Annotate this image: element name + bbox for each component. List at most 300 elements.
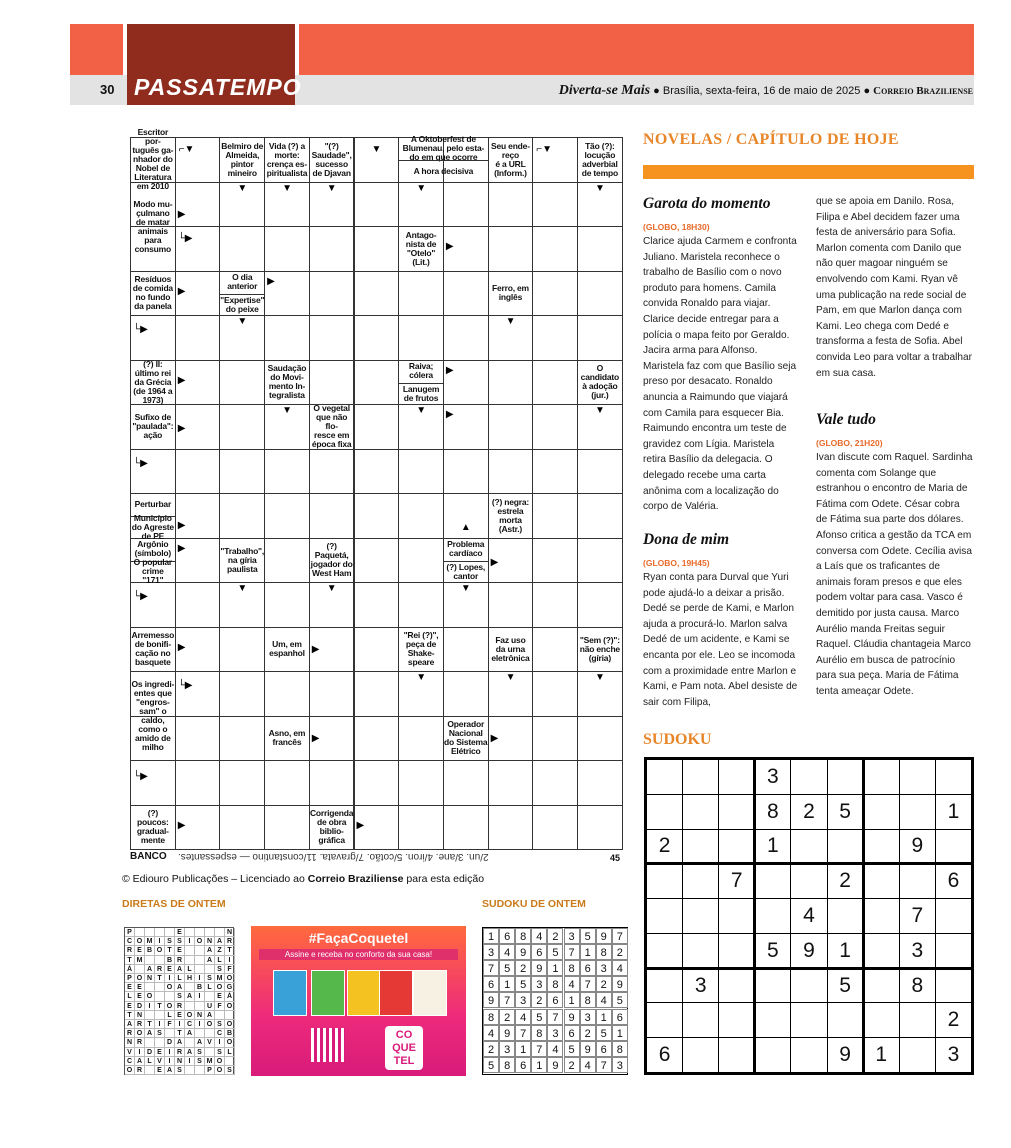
sudoku-cell[interactable]: 2: [646, 829, 683, 865]
diretas-cell: [185, 946, 195, 955]
crossword-cell[interactable]: [398, 805, 444, 851]
sudoku-cell[interactable]: 3: [935, 1037, 972, 1073]
sudoku-cell[interactable]: [899, 759, 936, 795]
supplement-name: Diverta-se Mais: [558, 83, 651, 98]
sudoku-yesterday-cell: 6: [531, 944, 547, 960]
diretas-cell: S: [225, 1066, 235, 1075]
crossword-cell[interactable]: [219, 449, 265, 495]
diretas-cell: A: [175, 965, 185, 974]
clue-line: 1973): [142, 394, 164, 405]
sudoku-cell[interactable]: [682, 759, 719, 795]
crossword-cell[interactable]: [398, 538, 444, 584]
crossword-cell[interactable]: [532, 538, 578, 584]
sudoku-cell[interactable]: 7: [899, 898, 936, 934]
arrow-down-icon: ▼: [595, 182, 605, 194]
diretas-cell: O: [145, 992, 155, 1001]
newspaper-name: Correio Braziliense: [873, 85, 973, 97]
sudoku-cell[interactable]: [899, 1037, 936, 1073]
sudoku-cell[interactable]: 5: [827, 968, 864, 1004]
sudoku-yesterday-cell: 2: [499, 1009, 515, 1025]
crossword-cell[interactable]: [264, 760, 310, 806]
sudoku-cell[interactable]: 1: [935, 794, 972, 830]
sudoku-yesterday-cell: 8: [612, 1041, 628, 1057]
qr-code-icon: [311, 1028, 345, 1062]
clue-line: jogador do: [310, 559, 353, 570]
sudoku-cell[interactable]: [754, 968, 791, 1004]
sudoku-cell[interactable]: 6: [646, 1037, 683, 1073]
sudoku-yesterday-cell: 8: [547, 976, 563, 992]
diretas-cell: [185, 1002, 195, 1011]
clue-line: Perturbar: [134, 499, 172, 510]
sudoku-cell[interactable]: [790, 968, 827, 1004]
sudoku-cell[interactable]: [718, 1002, 755, 1038]
clue-line: Corrigenda: [309, 808, 354, 819]
crossword-cell[interactable]: [577, 271, 623, 317]
copyright: [122, 873, 484, 885]
diretas-cell: T: [145, 1020, 155, 1029]
sudoku-cell[interactable]: [682, 1002, 719, 1038]
sudoku-cell[interactable]: [718, 898, 755, 934]
crossword-cell[interactable]: [443, 760, 489, 806]
crossword-cell[interactable]: [175, 182, 221, 228]
clue-c15b: [399, 383, 443, 404]
sudoku-cell[interactable]: [718, 829, 755, 865]
sudoku-yesterday-cell: 8: [531, 1025, 547, 1041]
sudoku-cell[interactable]: 9: [827, 1037, 864, 1073]
clue-line: do Movi-: [270, 372, 304, 383]
sudoku-cell[interactable]: [646, 863, 683, 899]
crossword-cell[interactable]: [398, 760, 444, 806]
crossword-cell[interactable]: [354, 627, 400, 673]
sudoku-cell[interactable]: [646, 1002, 683, 1038]
diretas-cell: I: [155, 1020, 165, 1029]
crossword-cell[interactable]: [175, 449, 221, 495]
clue-line: morta: [499, 514, 522, 525]
crossword-cell[interactable]: [309, 315, 355, 361]
crossword-cell[interactable]: [532, 182, 578, 228]
crossword-cell[interactable]: [354, 226, 400, 272]
clue-line: consumo: [134, 243, 172, 254]
sudoku-cell[interactable]: [754, 863, 791, 899]
crossword-cell[interactable]: [488, 404, 534, 450]
sudoku-cell[interactable]: [646, 759, 683, 795]
sudoku-cell[interactable]: [790, 1002, 827, 1038]
crossword-cell[interactable]: [532, 315, 578, 361]
crossword-cell[interactable]: [264, 226, 310, 272]
clue-line: "(?): [324, 140, 339, 151]
sudoku-cell[interactable]: [718, 933, 755, 969]
crossword-cell[interactable]: [219, 360, 265, 406]
crossword-cell[interactable]: [532, 760, 578, 806]
diretas-cell: O: [135, 1029, 145, 1038]
sudoku-yesterday-cell: 4: [612, 960, 628, 976]
sudoku-cell[interactable]: 1: [754, 829, 791, 865]
clue-line: A hora decisiva: [413, 165, 474, 176]
clue-line: época fixa: [311, 439, 352, 450]
sudoku-cell[interactable]: [754, 898, 791, 934]
sudoku-yesterday-cell: 9: [515, 944, 531, 960]
diretas-cell: T: [165, 946, 175, 955]
crossword-cell[interactable]: [130, 449, 176, 495]
crossword-cell[interactable]: [354, 315, 400, 361]
crossword-cell[interactable]: [443, 627, 489, 673]
sudoku-cell[interactable]: [827, 829, 864, 865]
crossword-cell[interactable]: [130, 582, 176, 628]
diretas-cell: [135, 928, 145, 937]
crossword-cell[interactable]: [354, 760, 400, 806]
sudoku-cell[interactable]: 8: [899, 968, 936, 1004]
diretas-cell: [185, 956, 195, 965]
arrow-down-icon: ▼: [371, 144, 382, 155]
sudoku-cell[interactable]: [863, 863, 900, 899]
clue-line: Nacional: [448, 728, 483, 739]
crossword-cell[interactable]: [175, 671, 221, 717]
coquetel-logo: CO QUE TEL: [385, 1026, 423, 1070]
crossword-cell[interactable]: [398, 716, 444, 762]
crossword-cell[interactable]: [309, 360, 355, 406]
diretas-cell: [195, 1066, 205, 1075]
crossword-cell[interactable]: [488, 360, 534, 406]
sudoku-cell[interactable]: [682, 794, 719, 830]
sudoku-cell[interactable]: [646, 933, 683, 969]
diretas-cell: T: [125, 1011, 135, 1020]
sudoku-cell[interactable]: [899, 863, 936, 899]
crossword-cell[interactable]: [309, 493, 355, 539]
diretas-cell: A: [205, 946, 215, 955]
sudoku-yesterday-cell: 4: [596, 992, 612, 1008]
diretas-cell: [185, 983, 195, 992]
crossword-cell[interactable]: [309, 271, 355, 317]
diretas-cell: [195, 1029, 205, 1038]
arrow-right-icon: ▶: [445, 409, 454, 420]
crossword-cell[interactable]: [488, 582, 534, 628]
sudoku-yesterday-cell: 7: [499, 992, 515, 1008]
sudoku-cell[interactable]: [646, 898, 683, 934]
sudoku-cell[interactable]: 3: [899, 933, 936, 969]
clue-line: francês: [272, 737, 302, 748]
crossword-cell[interactable]: [354, 271, 400, 317]
crossword-cell[interactable]: [354, 582, 400, 628]
clue-line: crença es-: [266, 158, 307, 169]
crossword-cell[interactable]: [577, 582, 623, 628]
crossword-cell[interactable]: [219, 805, 265, 851]
sudoku-cell[interactable]: [827, 1002, 864, 1038]
crossword-cell[interactable]: [264, 493, 310, 539]
page-number: 30: [100, 82, 115, 97]
crossword-cell[interactable]: [577, 226, 623, 272]
clue-line: de comida: [132, 283, 173, 294]
sudoku-cell[interactable]: [863, 759, 900, 795]
crossword-cell[interactable]: [577, 760, 623, 806]
crossword-cell[interactable]: [488, 760, 534, 806]
sudoku-cell[interactable]: [935, 933, 972, 969]
clue-line: cólera: [409, 370, 433, 381]
crossword-cell[interactable]: [532, 805, 578, 851]
crossword-cell[interactable]: [532, 582, 578, 628]
crossword-cell[interactable]: [398, 271, 444, 317]
sudoku-cell[interactable]: [682, 863, 719, 899]
crossword-cell[interactable]: [309, 760, 355, 806]
diretas-cell: R: [135, 1066, 145, 1075]
diretas-cell: [145, 1038, 155, 1047]
clue-c1: [131, 127, 175, 192]
crossword-cell[interactable]: [532, 716, 578, 762]
crossword-cell[interactable]: [354, 404, 400, 450]
crossword-cell[interactable]: [443, 449, 489, 495]
sudoku-cell[interactable]: [935, 968, 972, 1004]
sudoku-cell[interactable]: [863, 829, 900, 865]
crossword-cell[interactable]: [264, 671, 310, 717]
clue-c16: [578, 361, 622, 405]
sudoku-cell[interactable]: 4: [790, 898, 827, 934]
diretas-cell: M: [205, 1057, 215, 1066]
clue-c25: [131, 628, 175, 672]
crossword-cell[interactable]: [532, 360, 578, 406]
sudoku-cell[interactable]: 5: [754, 933, 791, 969]
crossword-cell[interactable]: [443, 271, 489, 317]
sudoku-cell[interactable]: [682, 829, 719, 865]
diretas-cell: I: [185, 937, 195, 946]
sudoku-yesterday-cell: 6: [547, 992, 563, 1008]
diretas-cell: M: [145, 937, 155, 946]
crossword-cell[interactable]: [398, 493, 444, 539]
crossword-cell[interactable]: [443, 671, 489, 717]
crossword-cell[interactable]: [219, 493, 265, 539]
crossword-cell[interactable]: [175, 716, 221, 762]
crossword-cell[interactable]: [264, 315, 310, 361]
sudoku-cell[interactable]: 8: [754, 794, 791, 830]
sudoku-cell[interactable]: 1: [827, 933, 864, 969]
crossword-cell[interactable]: [577, 538, 623, 584]
crossword-cell[interactable]: [264, 538, 310, 584]
sudoku-cell[interactable]: [935, 759, 972, 795]
clue-line: à adoção: [582, 381, 618, 392]
sudoku-cell[interactable]: [682, 898, 719, 934]
sudoku-cell[interactable]: [827, 759, 864, 795]
crossword-cell[interactable]: [532, 449, 578, 495]
crossword-cell[interactable]: [219, 404, 265, 450]
crossword-cell[interactable]: [488, 226, 534, 272]
crossword-cell[interactable]: [354, 360, 400, 406]
sudoku-cell[interactable]: 9: [790, 933, 827, 969]
clue-line: Shake-: [407, 648, 435, 659]
sudoku-cell[interactable]: [646, 968, 683, 1004]
sudoku-cell[interactable]: [718, 794, 755, 830]
diretas-cell: E: [135, 983, 145, 992]
sudoku-yesterday-cell: 8: [499, 1057, 515, 1073]
crossword-cell[interactable]: [219, 671, 265, 717]
clue-line: sucesso: [315, 158, 348, 169]
sudoku-cell[interactable]: 1: [863, 1037, 900, 1073]
clue-c5b: [399, 160, 487, 181]
crossword-cell[interactable]: [532, 671, 578, 717]
crossword-cell[interactable]: [532, 271, 578, 317]
diretas-cell: O: [155, 946, 165, 955]
arrow-right-icon: ▶: [177, 374, 186, 386]
crossword-cell[interactable]: [175, 493, 221, 539]
crossword-cell[interactable]: [264, 449, 310, 495]
diretas-cell: R: [135, 1020, 145, 1029]
sudoku-cell[interactable]: [935, 898, 972, 934]
crossword-cell[interactable]: [398, 582, 444, 628]
crossword-cell[interactable]: [309, 226, 355, 272]
diretas-cell: N: [205, 937, 215, 946]
sudoku-cell[interactable]: [863, 794, 900, 830]
sudoku-cell[interactable]: [899, 794, 936, 830]
crossword-cell[interactable]: [264, 582, 310, 628]
novela-text-1: Clarice ajuda Carmem e confronta Juliano. Maristela reconhece o trabalho de Basílio com o novo produto para homens. Camila convida Ronaldo para viajar. Clarice decide entregar para a polícia o mapa feito por Geraldo. Jacira arma para Alfonso. Maristela faz com que Basílio seja preso por desacato. Ronaldo anuncia a Raimundo que viajará com Camila para esquecer Bia. Raimundo encontra um teste de gravidez com Lígia. Maristela retira Basílio da delegacia. O delegado recebe uma carta anônima com a localização do corpo de Valéria.: [643, 236, 797, 513]
arrow-down-icon: ▼: [595, 672, 605, 683]
crossword-cell[interactable]: [354, 182, 400, 228]
sudoku-cell[interactable]: 2: [790, 794, 827, 830]
crossword-cell[interactable]: [309, 449, 355, 495]
novelas-heading: NOVELAS / CAPÍTULO DE HOJE: [643, 131, 899, 148]
sudoku-yesterday-cell: 4: [547, 1041, 563, 1057]
crossword-cell[interactable]: [219, 627, 265, 673]
diretas-cell: [195, 1002, 205, 1011]
crossword-cell[interactable]: [130, 315, 176, 361]
diretas-cell: O: [165, 983, 175, 992]
diretas-cell: S: [155, 1029, 165, 1038]
sudoku-cell[interactable]: [790, 829, 827, 865]
diretas-cell: [145, 1011, 155, 1020]
clue-line: cação no: [135, 648, 171, 659]
clue-line: caldo,: [141, 715, 165, 725]
sudoku-cell[interactable]: [935, 829, 972, 865]
sudoku-yesterday-cell: 1: [499, 976, 515, 992]
sudoku-cell[interactable]: [790, 759, 827, 795]
diretas-cell: S: [215, 1048, 225, 1057]
arrow-right-icon: ▶: [445, 241, 454, 252]
crossword-cell[interactable]: [532, 404, 578, 450]
diretas-cell: R: [155, 965, 165, 974]
sudoku-yesterday-cell: 4: [483, 1025, 499, 1041]
crossword-cell[interactable]: [354, 716, 400, 762]
sudoku-cell[interactable]: [718, 1037, 755, 1073]
sudoku-yesterday-cell: 5: [547, 944, 563, 960]
clue-c26: [265, 628, 309, 672]
sudoku-cell[interactable]: [718, 759, 755, 795]
crossword-cell[interactable]: [219, 760, 265, 806]
crossword-cell[interactable]: [354, 493, 400, 539]
sudoku-cell[interactable]: [863, 968, 900, 1004]
diretas-cell: A: [145, 1029, 155, 1038]
crossword-cell[interactable]: [398, 315, 444, 361]
sudoku-cell[interactable]: 3: [682, 968, 719, 1004]
sudoku-cell[interactable]: [899, 1002, 936, 1038]
sudoku-yesterday-grid: [482, 927, 628, 1075]
diretas-answer-grid: [124, 927, 234, 1075]
arrow-down-icon: ▼: [237, 182, 248, 194]
puzzle-number: 45: [610, 853, 621, 863]
sudoku-cell[interactable]: [863, 1002, 900, 1038]
sudoku-cell[interactable]: 3: [754, 759, 791, 795]
sudoku-cell[interactable]: 2: [827, 863, 864, 899]
crossword-cell[interactable]: [488, 182, 534, 228]
sudoku-cell[interactable]: [790, 863, 827, 899]
clue-c19b: [131, 512, 175, 541]
clue-line: entes que: [133, 688, 172, 698]
crossword-cell[interactable]: [175, 582, 221, 628]
sudoku-cell[interactable]: 6: [935, 863, 972, 899]
magazine-cover-5: [413, 970, 447, 1016]
sudoku-cell[interactable]: [754, 1037, 791, 1073]
sudoku-cell[interactable]: [682, 1037, 719, 1073]
sudoku-cell[interactable]: 7: [718, 863, 755, 899]
crossword-cell[interactable]: [443, 805, 489, 851]
crossword-cell[interactable]: [219, 716, 265, 762]
sudoku-yesterday-cell: 2: [580, 1025, 596, 1041]
crossword-cell[interactable]: [532, 226, 578, 272]
crossword-cell[interactable]: [488, 805, 534, 851]
crossword-cell[interactable]: [175, 315, 221, 361]
diretas-cell: O: [215, 983, 225, 992]
crossword-cell[interactable]: [532, 627, 578, 673]
sudoku-yesterday-cell: 5: [596, 1025, 612, 1041]
sudoku-yesterday-cell: 2: [531, 992, 547, 1008]
sudoku-cell[interactable]: [863, 933, 900, 969]
crossword-cell[interactable]: [577, 449, 623, 495]
crossword-cell[interactable]: [488, 449, 534, 495]
sudoku-cell[interactable]: [646, 794, 683, 830]
crossword-cell[interactable]: [577, 315, 623, 361]
clue-line: de Djavan: [312, 167, 351, 178]
sudoku-yesterday-cell: 7: [531, 1041, 547, 1057]
crossword-cell[interactable]: [264, 805, 310, 851]
crossword-cell[interactable]: [130, 760, 176, 806]
crossword-cell[interactable]: [443, 315, 489, 361]
diretas-cell: [215, 928, 225, 937]
diretas-cell: P: [125, 928, 135, 937]
sudoku-cell[interactable]: 5: [827, 794, 864, 830]
sudoku-cell[interactable]: 9: [899, 829, 936, 865]
coquetel-ad[interactable]: [251, 926, 466, 1076]
sudoku-yesterday-cell: 5: [499, 960, 515, 976]
diretas-cell: A: [165, 1066, 175, 1075]
crossword-cell[interactable]: [577, 716, 623, 762]
sudoku-cell[interactable]: [718, 968, 755, 1004]
diretas-cell: I: [165, 1048, 175, 1057]
sudoku-cell[interactable]: [827, 898, 864, 934]
clue-line: (Lit.): [412, 256, 430, 267]
crossword-cell[interactable]: [577, 493, 623, 539]
clue-line: não enche: [579, 643, 620, 654]
crossword-cell[interactable]: [398, 449, 444, 495]
diretas-cell: I: [215, 1038, 225, 1047]
crossword-cell[interactable]: [532, 493, 578, 539]
diretas-cell: [205, 1029, 215, 1038]
crossword-cell[interactable]: [577, 805, 623, 851]
sudoku-cell[interactable]: [863, 898, 900, 934]
sudoku-cell[interactable]: [790, 1037, 827, 1073]
clue-line: Município: [133, 512, 172, 523]
crossword-cell[interactable]: [354, 449, 400, 495]
crossword-cell[interactable]: [354, 538, 400, 584]
crossword-cell[interactable]: [354, 671, 400, 717]
crossword-cell[interactable]: [175, 760, 221, 806]
crossword-cell[interactable]: [443, 182, 489, 228]
sudoku-cell[interactable]: 2: [935, 1002, 972, 1038]
crossword-cell[interactable]: [219, 226, 265, 272]
diretas-cell: O: [195, 937, 205, 946]
sudoku-cell[interactable]: [682, 933, 719, 969]
crossword-cell[interactable]: [309, 671, 355, 717]
clue-line: "Trabalho",: [220, 545, 265, 556]
sudoku-cell[interactable]: [754, 1002, 791, 1038]
diretas-cell: [205, 1048, 215, 1057]
clue-line: Raiva;: [408, 361, 434, 372]
clue-line: do em que ocorre: [409, 152, 478, 163]
